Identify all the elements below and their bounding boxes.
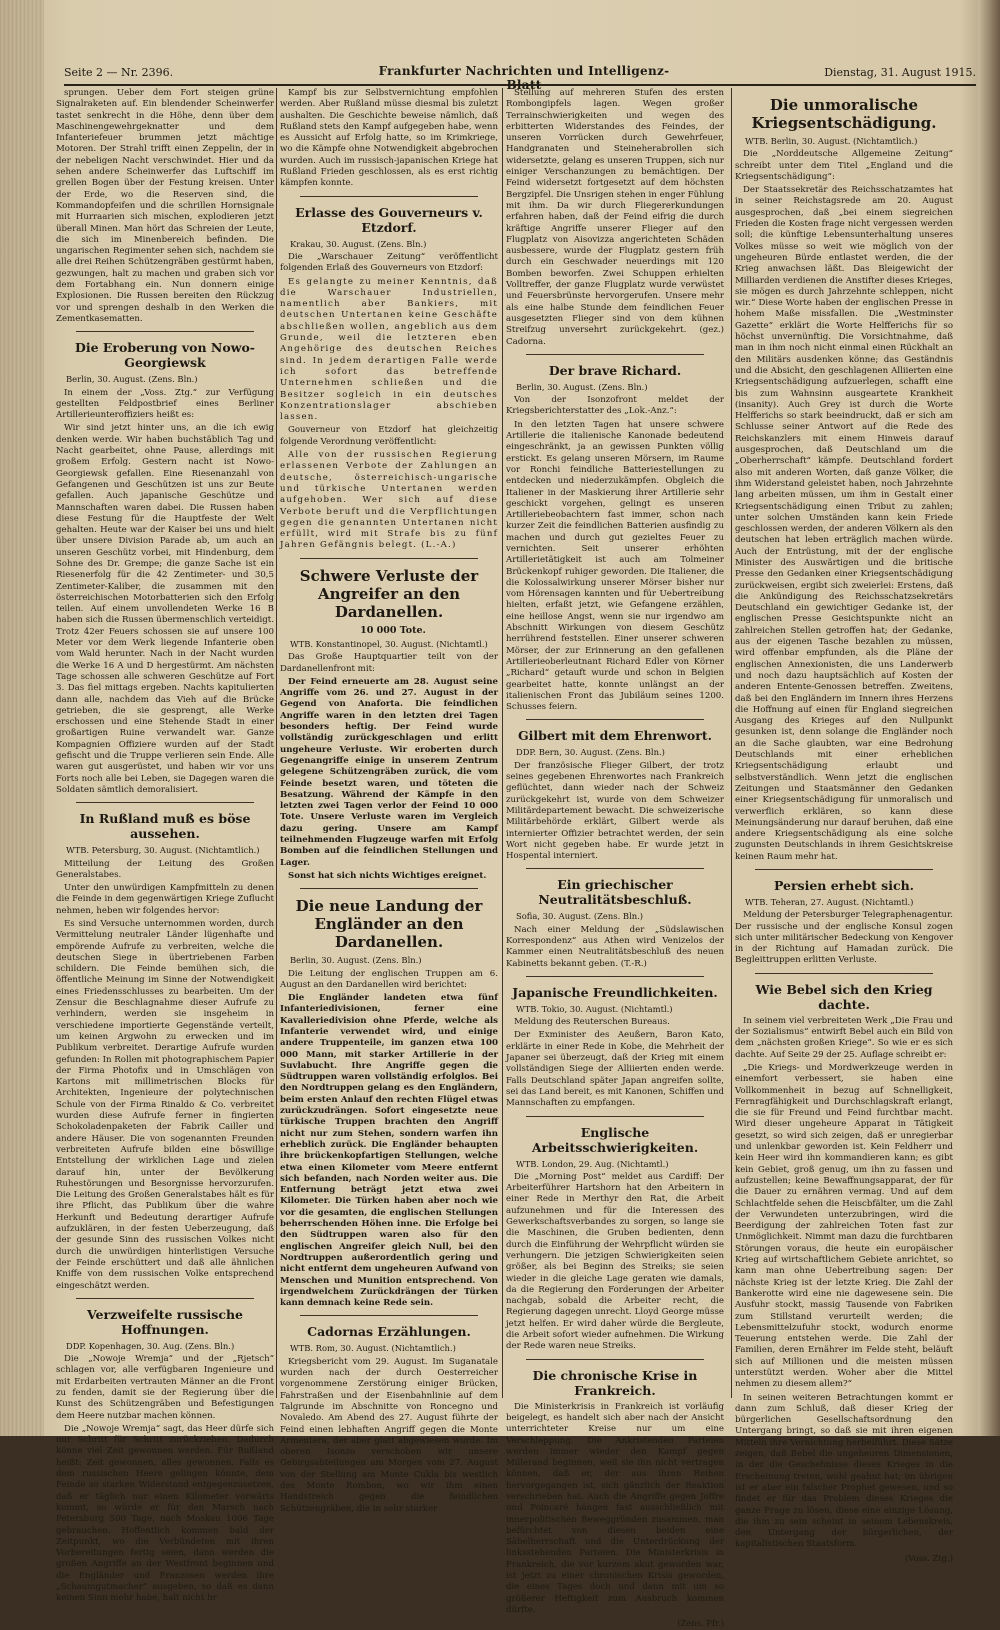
article-paragraph: Die „Nowoje Wremja“ und der „Rjetsch“ schlagen vor, alle verfügbaren Ingenieure und mit Erdarbeiten vertrauten Männer an die Front zu fenden, damit sie der Regierung über die Kunst des Schützengräben und Befestigungen dem Heere nutzbar machen können. — [56, 1354, 274, 1421]
dateline: Berlin, 30. August. (Zens. Bln.) — [66, 374, 198, 385]
column-2 — [280, 88, 498, 1514]
article-paragraph: In seinem viel verbreiteten Werk „Die Frau und der Sozialismus“ entwirft Bebel auch ein Bild von dem „nächsten großen Kriege“. So wie er es sich dachte. Auf Seite 29 der 25. Auflage schreibt er: — [735, 1015, 953, 1060]
divider — [526, 1359, 704, 1360]
divider — [526, 868, 704, 869]
article-paragraph: sprungen. Ueber dem Fort steigen grüne Signalraketen auf. Ein blendender Scheinwerfer tastet senkrecht in die Höhe, denn über dem Maschinengewehrgeknatter und dem Infanteriefeuer brummen jetzt mächtige Motoren. Der Strahl trifft einen Zeppelin, der in der nebeligen Nacht verschwindet. Hier und da sehen andere Scheinwerfer das Luftschiff im grellen Bogen über der Festung kreisen. Unter der Erde, wo die Reserven sind, die Kommandopfeifen und die schrillen Hornsignale mit Hurraarien sich mischen, explodieren jetzt überall Minen. Man hört das Schreien der Leute, die sich im Minenbereich befinden. Die ungarischen Regimenter sehen sich, nachdem sie alle drei Reihen Schützengräben gestürmt haben, gezwungen, halt zu machen und graben sich vor dem Fortabhang ein. Nun donnern einige Explosionen. Die Russen bereiten den Rückzug vor und sprengen deshalb in den Werken die Zementkasematten. — [56, 88, 274, 324]
divider — [300, 558, 478, 559]
article-paragraph: Sonst hat sich nichts Wichtiges ereignet. — [288, 870, 487, 881]
page-edge — [978, 0, 1000, 1436]
dateline: WTB. Rom, 30. August. (Nichtamtlich.) — [290, 1343, 456, 1354]
headline-nowo-georgiewsk: Die Eroberung von Nowo-Georgiewsk — [75, 340, 255, 371]
article-paragraph: Kriegsbericht vom 29. August. Im Suganatale wurden nach der durch Oesterreicher vorgenommene Zerstörung einiger Brücken, Fahrstraßen und der Eisenbahnlinie auf dem Talgrunde im Abschnitte von Roncegno und Novaledo. Am Abend des 27. August führte der Feind einen lebhaften Angriff gegen die Monte Armentera, der aber glatt abgewiesen wurde. Im oberen Isonzo verschoben wir unsere Gebirgsabteilungen am Morgen vom 27. August von der Stellung am Monte Cukla bis westlich des Monte Rombon, wo wir ihm einen Handstreich gegen die feindlichen Schützengräben, die in sehr starker — [280, 1356, 498, 1514]
dateline: WTB. London, 29. Aug. (Nichtamtl.) — [516, 1158, 669, 1169]
article-paragraph: Meldung des Reuterschen Bureaus. — [514, 1017, 670, 1028]
page-number: Seite 2 — Nr. 2396. — [64, 66, 174, 79]
divider — [300, 1315, 478, 1316]
signature: (Voss. Ztg.) — [905, 1552, 953, 1563]
article-paragraph: In einem der „Voss. Ztg.“ zur Verfügung gestellten Feldpostbrief eines Berliner Artillerieunteroffiziers heißt es: — [56, 387, 274, 421]
column-1 — [56, 88, 274, 1604]
article-paragraph: Das Große Hauptquartier teilt von der Dardanellenfront mit: — [280, 652, 498, 674]
headline-kriegsentschaedigung: Die unmoralische Kriegsentschädigung. — [751, 96, 937, 132]
article-paragraph: Die „Warschauer Zeitung“ veröffentlicht folgenden Erlaß des Gouverneurs von Etzdorf: — [280, 251, 498, 274]
article-paragraph: „Die Kriegs- und Mordwerkzeuge werden in einemfort verbessert, sie haben eine Vollkommenheit in bezug auf Schnelligkeit, Fernragfähigkeit und Durchschlagskraft erlangt, die sie für Freund und Feind furchtbar macht. Wird dieser ungeheure Apparat in Tätigkeit gesetzt, so wird sich zeigen, daß er unregierbar und unlenkbar geworden ist. Kein Feldherr und kein Heer wird ihn kommandieren kann; es gibt kein Gebiet, groß genug, um ihn zu fassen und aufzustellen; keine Bewaffnungsapparat, der für die Dauer zu ernähren vermag. Und auf dem Schlachtfelde sehen die Heiscbfälter, um die Zahl der Verwundeten unterzubringen, wird die Beerdigung der zahlreichen Toten fast zur Unmöglichkeit. Nimmt man dazu die furchtbaren Störungen voraus, die heute ein europäischer Krieg auf wirtschaftlichem Gebiete anrichtet, so kann man ohne Uebertreibung sagen: Der nächste Krieg ist der letzte Krieg. Die Zahl der Bankerotte wird eine nie dagewesene sein. Die Ausfuhr stockt, massig Tausende von Fabriken zum Stillstand verurteilt werden; die Lebensmittelzufuhr stockt, wodurch enorme Teuerung entstehen werde. Die Zahl der Familien, deren Ernährer im Felde steht, beläuft sich auf Millionen und die meisten müssen unterstützt werden. Woher aber die Mittel nehmen zu diesem allem?“ — [735, 1062, 953, 1390]
divider — [526, 976, 704, 977]
dateline: WTB. Tokio, 30. August. (Nichtamtl.) — [516, 1003, 673, 1014]
article-paragraph: Die „Nowoje Wremja“ sagt, das Heer dürfe sich nur Schritt für Schritt zurückziehen. Dadurch könne viel Zeit gewonnen werden. Für Rußland heißt: Zeit gewonnen, alles gewonnen. Falls es dem russischen Heere gelingen könnte, dem Feinde so starken Widerstand entgegenzusetzen, daß er täglich nur einen Kilometer vorwärts kommt, so würde er für den Marsch nach Petersburg 500 Tage, nach Moskau 1006 Tage gebrauchen. Hoffentlich kommen bald der Zeitpunkt, wo die Verbündeten mit ihren Vorbereitungen fertig seien, dann werden die großen Angriffe an der Westfront beginnen und die Engländer und Franzosen werden ihre „Schaumgutmacher“ ausgeben, so daß es dann keinen Sinn mehr habe, halt nicht hr — [56, 1423, 274, 1604]
article-paragraph: Mitteilung der Leitung des Großen Generalstabes. — [56, 858, 274, 880]
article-paragraph: Die „Morning Post“ meldet aus Cardiff: Der Arbeiterführer Hartshorn hat den Arbeitern in einer Rede in Merthyr den Rat, die Arbeit aufzunehmen und für die Interessen des Gewerkschaftsverbandes zu sorgen, so lange sie die Maschinen, die Gruben bedienten, denn durch die Einführung der Wehrpflicht würden sie verhungern. Die jetzigen Schwierigkeiten seien größer, als bei Beginn des Streiks; sie seien wieder in die gleiche Lage geraten wie damals, da die Regierung den Forderungen der Arbeiter nachgab, sobald die Arbeiter recht, die Regierung dagegen unrecht. Lloyd George müsse jetzt helfen. Er wird daher würde die Bergleute, die Arbeit sofort wieder aufnehmen. Die Wirkung der Rede waren neue Streiks. — [506, 1171, 724, 1352]
dateline: WTB. Teheran, 27. August. (Nichtamtl.) — [745, 897, 914, 907]
article-paragraph: Die Leitung der englischen Truppen am 6. August an den Dardanellen wird berichtet: — [280, 968, 498, 990]
headline-landung: Die neue Landung der Engländer an den Dardanellen. — [295, 897, 483, 952]
article-paragraph: Es sind Versuche unternommen worden, durch Vermittelung neutraler Länder lügenhafte und empörende Aufrufe zu verbreiten, welche die deutschen Siege in übertriebenen Farben schildern. Die Feinde bemühen sich, die öffentliche Meinung im Sinne der Notwendigkeit eines Friedensschlusses zu bearbeiten. Um der Zensur die Beschlagnahme dieser Aufrufe zu verhindern, werden sie insgeheim in verschiedene importierte Gegenstände verteilt, um keinen Argwohn zu erwecken und im Publikum verbreitet. Derartige Aufrufe wurden gefunden: In Rollen mit photographischem Papier der Firma Photofix und in Umschlägen von Kartons mit millimetrischen Blocks für Architekten, Ingenieure der polytechnischen Schule von der Firma Rinaldo & Co. verbreitet wurden diese Aufrufe ferner in fingierten Schokoladenpaketen der Fabrik Cailler und andere Häuser. Die von sogenannten Freunden verbreiteten Aufrufe bilden eine böswillige Entstellung der wirklichen Lage und zielen darauf hin, unter der Bevölkerung Ruhestörungen und Besorgnisse hervorzurufen. Die Leitung des Großen Generalstabes hält es für ihre Pflicht, das Publikum über die wahre Herkunft und Bedeutung derartiger Aufrufe aufzuklären, in der festen Ueberzeugung, daß der gesunde Sinn des russischen Volkes nicht durch die unwürdigen hinterlistigen Versuche der Feinde erschüttert und daß alle ähnlichen Kniffe von dem russischen Volke entsprechend eingeschätzt werden. — [56, 919, 274, 1291]
article-paragraph: Meldung der Petersburger Telegraphenagentur. Der russische und der englische Konsul zogen sich unter militärischer Bedeckung von Kengover in der Richtung auf Hamadan zurück. Die Begleittruppen erlitten Verluste. — [735, 910, 953, 966]
divider — [526, 719, 704, 720]
divider — [76, 331, 254, 332]
headline-bebel: Wie Bebel sich den Krieg dachte. — [755, 981, 933, 1012]
headline-griechisch: Ein griechischer Neutralitätsbeschluß. — [538, 877, 692, 908]
divider — [755, 973, 933, 974]
headline-cadorna: Cadornas Erzählungen. — [307, 1324, 471, 1340]
dateline: Krakau, 30. August. (Zens. Bln.) — [290, 238, 427, 249]
dateline: WTB. Konstantinopel, 30. August. (Nichtamtl.) — [290, 638, 488, 649]
article-paragraph: Gouverneur von Etzdorf hat gleichzeitig folgende Verordnung veröffentlicht: — [280, 425, 498, 447]
article-paragraph: In seinen weiteren Betrachtungen kommt er dann zum Schluß, daß dieser Krieg der bürgerlichen Gesellschaftsordnung den Untergang bringt, so daß sie mit ihren eigenen Mitteln ihre Vernichtung herbeiführt. Diese Sätze zeigen, daß Bebel die ungeheuren Dimensionen, in der die Geschehnisse dieses Krieges in die Erscheinung treten, wohl geahnt hat; im übrigen ist er aber ein falscher Prophet gewesen, und so findet er für das Problem dieses Krieges die ganze Frage zu lösen, diese eine einzige Lösung, die ihm zu sein scheint in seinem Lebenskreis, den Untergang der bürgerlichen, der kapitalistischen Staatsform. — [735, 1392, 953, 1550]
article-paragraph: Der französische Flieger Gilbert, der trotz seines gegebenen Ehrenwortes nach Frankreich geflüchtet, dann wieder nach der Schweiz zurückgekehrt ist, wurde von dem Schweizer Militärdepartement bewacht. Die schweizerische Militärbehörde erklärt, Gilbert werde als internierter Offizier betrachtet werden, der sein Wort nicht gegeben habe. Er wurde jetzt in Hospental interniert. — [506, 760, 724, 862]
divider — [76, 1298, 254, 1299]
headline-gilbert: Gilbert mit dem Ehrenwort. — [517, 728, 712, 744]
column-rule — [731, 88, 732, 1398]
binding-gutter — [0, 0, 44, 1436]
page-header — [64, 62, 976, 92]
article-paragraph: Alle von der russischen Regierung erlassenen Verbote der Zahlungen an deutsche, österreichisch-ungarische und türkische Untertanen werden aufgehoben. Wer sich auf diese Verbote beruft und die Verpflichtungen gegen die genannten Untertanen nicht erfüllt, wird mit Strafe bis zu fünf Jahren Gefängnis belegt. (L.-A.) — [280, 450, 498, 551]
article-paragraph: Wir sind jetzt hinter uns, an die ich ewig denken werde. Wir haben buchstäblich Tag und Nacht gearbeitet, ohne Pause, allerdings mit großem Erfolg. Gestern nacht ist Nowo-Georgiewsk gefallen. Eine Riesenanzahl von Gefangenen und Geschützen ist uns zur Beute gefallen. Auch japanische Geschütze und Mannschaften waren dabei. Die Russen haben diese Festung für die Hauptfeste der Welt gehalten. Heute war der Kaiser bei uns und hielt über unsere Division Parade ab, um auch an unseren Geschütz vorbei, mit Hindenburg, dem Sohne des Dr. Grempe; die ganze Sache ist ein Riesenerfolg für die 42 Zentimeter- und 30,5 Zentimeter-Kaliber, die zusammen mit den österreichischen Motorbatterien sich den Erfolg teilen. Auf einem unvollendeten Werke 16 B haben sich die Russen übermenschlich verteidigt. Trotz 42er Feuers schossen sie auf unsere 100 Meter vor dem Werk liegende Infanterie oben vom Wald herunter. Nach in der Nacht wurden die Werke 16 A und D hergestürmt. Am nächsten Tage schossen alle schweren Geschütze auf Fort 3. Das fiel mittags ergeben. Nachts kapitulierten dann alle, nachdem das Vieh auf die Brücke getrieben, die sie gesprengt, alle Werke erschossen und eine Stehende Stadt in einer großartigen Ruine verwandelt war. Ganze Kompagnien Offiziere wurden auf der Stadt gefischt und die Truppe verlieren sein Ende. Alle waren gut ausgerüstet, und haben wir vor uns Forts noch alle bei Leben, sie Dagegen waren die Soldaten sämtlich demoralisiert. — [56, 423, 274, 795]
headline-englisch: Englische Arbeitsschwierigkeiten. — [531, 1124, 699, 1155]
article-paragraph: Der Feind erneuerte am 28. August seine Angriffe vom 26. und 27. August in der Gegend von Anaforta. Die feindlichen Angriffe waren in den letzten drei Tagen besonders heftig. Der Feind wurde vollständig zurückgeschlagen und erlitt ungeheure Verluste. Wir eroberten durch Gegenangriffe einige in unserem Zentrum gelegene Schützengräben zurück, die vom Feinde besetzt waren, und töteten die Besatzung. Während der Kämpfe in den letzten zwei Tagen verlor der Feind 10 000 Tote. Unsere Verluste waren im Vergleich dazu gering. Unsere am Kampf teilnehmenden Flugzeuge warfen mit Erfolg Bomben auf die feindlichen Stellungen und Lager. — [280, 676, 498, 868]
article-paragraph: Die Ministerkrisis in Frankreich ist vorläufig beigelegt, es handelt sich aber nach der Ansicht unterrichteter Kreise nur um eine Verschleppung. Die Ankristenden Parteien werden immer wieder den Kampf gegen Millerand beginnen, weil sie ihn nicht vertragen können, daß er, der aus ihren Reihen hervorgegangen ist, sich gänzlich der Reaktion verschrieben hat. Auch die Angriffe gegen Joffre und Poincaré hängen fast ausschließlich mit innerpolitischen Beweggründen zusammen, man befürchtet von diesen beiden eine Säbelherrschaft und die Unterdrückung der linksstehenden Parteien. Die Ministerkrisis in Frankreich, die vor kurzem akut geworden war, ist jetzt zu einer chronischen Krisis geworden, die eines Tages doch und dann mit um so größerer Heftigkeit zum Ausbruch kommen dürfte. — [506, 1401, 724, 1615]
article-paragraph: Die „Norddeutsche Allgemeine Zeitung“ schreibt unter dem Titel „England und die Kriegsentschädigung“: — [735, 149, 953, 182]
dateline: WTB. Berlin, 30. August. (Nichtamtlich.) — [745, 136, 918, 146]
column-rule — [276, 88, 277, 1398]
headline-hoffnungen: Verzweifelte russische Hoffnungen. — [87, 1306, 243, 1337]
headline-russland: In Rußland muß es böse aussehen. — [79, 811, 251, 842]
dateline: Berlin, 30. August. (Zens. Bln.) — [290, 955, 422, 966]
article-paragraph: Von der Isonzofront meldet der Kriegsberichterstatter des „Lok.-Anz.“: — [506, 395, 724, 417]
headline-persien: Persien erhebt sich. — [773, 878, 915, 893]
article-paragraph: Nach einer Meldung der „Südslawischen Korrespondenz“ aus Athen wird Venizelos der Kammer einen Neutralitätsbeschluß des neuen Kabinetts bekannt geben. (T.-R.) — [506, 924, 724, 969]
article-paragraph: Der Exminister des Aeußern, Baron Kato, erklärte in einer Rede in Kobe, die Mehrheit der Japaner sei überzeugt, daß der Krieg mit einem vollständigen Siege der Alliierten enden werde. Falls Deutschland später Japan angreifen sollte, sei das Land bereit, es mit Kanonen, Schiffen und Mannschaften zu empfangen. — [506, 1030, 724, 1109]
dateline: Sofia, 30. August. (Zens. Bln.) — [516, 911, 644, 922]
divider — [300, 888, 478, 889]
dateline: DDP. Bern, 30. August. (Zens. Bln.) — [516, 747, 665, 758]
subheadline: 10 000 Tote. — [360, 624, 426, 636]
column-3 — [506, 88, 724, 1629]
signature: (Zens. Pfr.) — [677, 1618, 724, 1629]
dateline: WTB. Petersburg, 30. August. (Nichtamtlich.) — [66, 845, 260, 856]
article-paragraph: Stellung auf mehreren Stufen des ersten Rombongipfels lagen. Wegen großer Terrainschwierigkeiten und wegen des erbitterten Widerstandes des Feindes, der unseren Vorrücken durch Gewehrfeuer, Handgranaten und Steineherabrollen sich widersetzte, gelang es unseren Truppen, sich nur einiger Verschanzungen zu bemächtigen. Der Feind widersetzt fortgesetzt auf dem höchsten Bergzipfel. Die Unsrigen stehen in enger Fühlung mit ihm. Da wir durch Fliegererkundungen erfahren haben, daß der Feind eifrig die durch kräftige Angriffe unserer Flieger auf den Flugplatz von Aisovizza angerichteten Schäden ausbessere, wurde der Flugplatz gestern früh durch ein Geschwader neuerdings mit 120 Bomben beworfen. Zwei Schuppen erhielten Volltreffer, der ganze Flugplatz wurde verwüstet und Feuersbrünste hervorgerufen. Unsere mehr als eine halbe Stunde dem feindlichen Feuer ausgesetzten Flieger sind von dem kühnen Streifzug unversehrt zurückgekehrt. (gez.) Cadorna. — [506, 88, 724, 347]
divider — [300, 196, 478, 197]
article-paragraph: Unter den unwürdigen Kampfmitteln zu denen die Feinde in dem gegenwärtigen Kriege Zuflucht nehmen, heben wir folgendes hervor: — [56, 883, 274, 916]
headline-dardanellen-verluste: Schwere Verluste der Angreifer an den Dardanellen. — [299, 566, 479, 621]
divider — [526, 354, 704, 355]
article-paragraph: Der Staatssekretär des Reichsschatzamtes hat in seiner Reichstagsrede am 20. August ausgesprochen, daß „bei einem siegreichen Frieden die Kosten frage nicht vergessen werden soll; die künftige Lebensunterhaltung unseres Volkes müsse so weit wie möglich von der ungeheuren Bürde entlastet werden, die der Krieg anwachsen läßt. Das Bleigewicht der Milliarden verdienen die Anstifter dieses Krieges, sie mögen es durch Jahrzehnte schleppen, nicht wir.“ Diese Worte haben der englischen Presse in hohem Maße missfallen. Die „Westminster Gazette“ erklärt die Worte Helfferichs für so höchst unvernünftig. Die Vorsichtnahme, daß man in ihm noch nicht einmal einen Rückhalt an den Militärs ausdenken könne; das Geständnis und die Absicht, den geschlagenen Alliierten eine Kriegsentschädigung aufzuerlegen, schafft eine bis zum Wahnsinn ausgeartete Krankheit (insanity). Auch Grey ist durch die Worte Helfferichs so stark beeindruckt, daß er sich am Schlusse seiner Antwort auf die Rede des Reichskanzlers mit einem Hinweis darauf ausgesprochen, daß Deutschland um die „Oberherrschaft“ kämpfe. Deutschland fordert also mit anderen Worten, daß ganze Völker, die ihm Widerstand geleistet haben, noch Jahrzehnte lang arbeiten müssen, um ihm in Gestalt einer Kriegsentschädigung einen Tribut zu zahlen; unter solchen Umständen kann kein Friede geschlossen werden, der anderen Völkern als den deutschen hat leben erträglich machen würde. Auch der Entrüstung, mit der der englische Minister des Auswärtigen und die britische Presse den Gedanken einer Kriegsentschädigung zurückweisen, ergibt sich zweierlei: Erstens, daß die Ankündigung des Reichsschatzsekretärs Deutschland ein gewichtiger Gedanke ist, der englischen Presse Gesichtspunkte nicht an zahlreichen Stellen getroffen hat; der Gedanke, aus der eigenen Tasche bezahlen zu müssen, wird offenbar empfunden, als die Pläne der englischen Annexionisten, die uns Landerwerb und noch dazu hauptsächlich auf Kosten der anderen Entente-Genossen betreffen. Zweitens, daß bei den Engländern im Innern ihres Herzens die Hoffnung auf einen für England siegreichen Ausgang des Krieges auf den Nullpunkt gesunken ist, denn solange die Engländer noch an die Sache glaubten, war eine Bedrohung Deutschlands mit einer erheblichen Kriegsentschädigung erlaubt und selbstverständlich. Wenn jetzt die englischen Zeitungen und Staatsmänner den Gedanken einer Kriegsentschädigung für unmoralisch und verwerflich erklären, so kann diese Meinungsänderung nur darauf beruhen, daß eine andere Kriegsentschädigung als eine solche zugunsten Deutschlands in ihrem Gesichtskreise keinen Raum mehr hat. — [735, 185, 953, 862]
article-paragraph: In den letzten Tagen hat unsere schwere Artillerie die italienische Kanonade bedeutend eingeschränkt, ja an gewissen Punkten völlig erstickt. Es gelang unseren Mörsern, im Raume vor Ronchi feindliche Batteriestellungen zu entdecken und niederzukämpfen. Obgleich die Italiener in der Maskierung ihrer Artillerie sehr geschickt vorgehen, gelingt es unseren Artilleriebeobachtern fast immer, schon nach kurzer Zeit die feindlichen Batterien ausfindig zu machen und durch gut gezieltes Feuer zu vernichten. Seit unserer erhöhten Artillerietätigkeit ist auch am Tolmeiner Brückenkopf ruhiger geworden. Die Italiener, die die Kolossalwirkung unserer Mörser bisher nur vom Hörensagen kannten und für Uebertreibung hielten, erfaßt jetzt, wie Gefangene erzählen, eine heillose Angst, wenn sie nur irgendwo am Abschnitt Wirkungen von diesem Geschütz herrührend feststellen. Einer unserer schweren Mörser, der zur Erinnerung an den gefallenen Artillerieoberleutnant Richard Edler von Körner „Richard“ getauft wurde und schon in Belgien gearbeitet hatte, konnte unlängst an der italienischen Front das Jubiläum seines 1200. Schusses feiern. — [506, 419, 724, 713]
divider — [76, 802, 254, 803]
column-rule — [502, 88, 503, 1398]
divider — [755, 869, 933, 870]
divider — [526, 1116, 704, 1117]
masthead-title: Frankfurter Nachrichten und Intelligenz-Blatt — [378, 64, 670, 92]
column-4 — [735, 88, 953, 1563]
dateline: DDP. Kopenhagen, 30. Aug. (Zens. Bln.) — [66, 1340, 235, 1351]
dateline: Berlin, 30. August. (Zens. Bln.) — [516, 381, 648, 392]
article-paragraph: Es gelangte zu meiner Kenntnis, daß die Warschauer Industriellen, namentlich aber Bankiers, mit deutschen Untertanen keine Geschäfte abschließen wollen, angeblich aus dem Grunde, weil die letzteren eben Angehörige des deutschen Reiches sind. In jedem derartigen Falle werde ich sofort das betreffende Unternehmen schließen und die Besitzer sogleich in ein deutsches Konzentrationslager abschieben lassen. — [280, 276, 498, 423]
article-paragraph: Kampf bis zur Selbstvernichtung empfohlen werden. Aber Rußland müsse diesmal bis zuletzt aushalten. Die Geschichte beweise nämlich, daß Rußland stets den Kampf aufgegeben habe, wenn es Aussicht auf Erfolg hatte, so im Krimkriege, wo die Kämpfe ohne Notwendigkeit abgebrochen wurden. Auch im russisch-japanischen Kriege hat Rußland Frieden geschlossen, als es erst richtig kämpfen konnte. — [280, 88, 498, 189]
headline-etzdorf: Erlasse des Gouverneurs v. Etzdorf. — [295, 204, 483, 235]
issue-date: Dienstag, 31. August 1915. — [824, 66, 976, 79]
headline-frankreich: Die chronische Krise in Frankreich. — [532, 1367, 698, 1398]
headline-japanisch: Japanische Freundlichkeiten. — [512, 984, 718, 1000]
headline-richard: Der brave Richard. — [548, 362, 682, 378]
article-paragraph: Die Engländer landeten etwa fünf Infanteriedivisionen, ferner eine Kavalleriedivision ohne Pferde, welche als Infanterie verwendet wird, und einige andere Truppenteile, im ganzen etwa 100 000 Mann, mit starker Artillerie in der Suvlabucht. Ihre Angriffe gegen die Südtruppen waren vollständig erfolglos. Bei den Nordtruppen gelang es den Engländern, beim ersten Anlauf den rechten Flügel etwas zurückzudrängen. Sofort eingesetzte neue türkische Truppen brachten den Angriff nicht nur zum Stehen, sondern warfen ihn erheblich zurück. Die Engländer behaupten ihre brückenkopfartigen Stellungen, welche etwa einen Kilometer vom Meere entfernt sich befanden, nach Norden weiter aus. Die Entfernung beträgt jetzt etwa zwei Kilometer. Die Türken haben aber noch wie vor die gesamten, die englischen Stellungen beherrschenden Höhen inne. Die Erfolge bei den Südtruppen waren also für den englischen Angreifer gleich Null, bei den Nordtruppen außerordentlich gering und nicht entfernt dem ungeheuren Aufwand von Menschen und Munition entsprechend. Von irgendwelchem Zurückdrängen der Türken kann demnach keine Rede sein. — [280, 993, 498, 1309]
